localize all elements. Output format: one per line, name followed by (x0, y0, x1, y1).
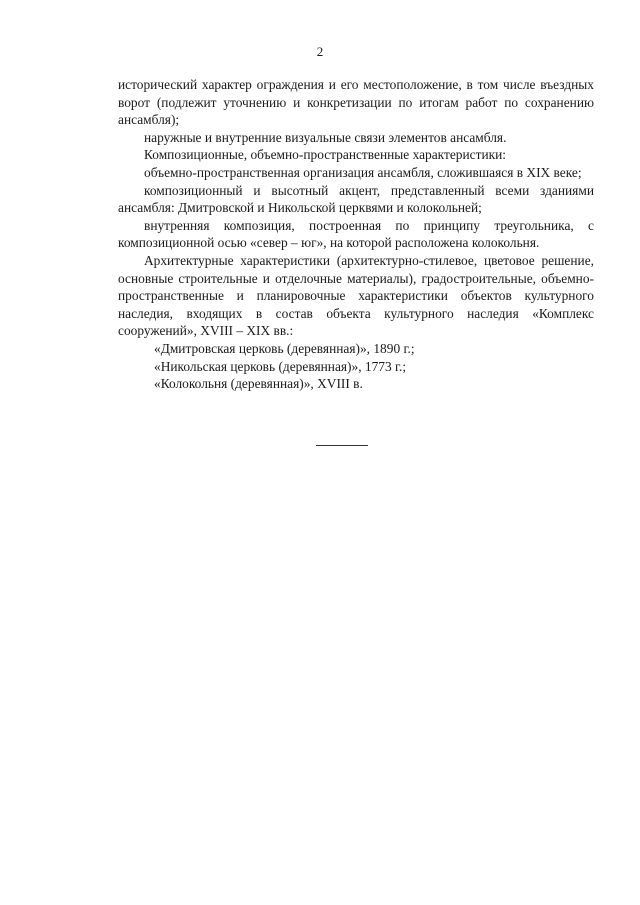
paragraph-composition-heading: Композиционные, объемно-пространственные характеристики: (144, 147, 507, 163)
page-number: 2 (316, 44, 324, 59)
list-item-dmitrovskaya-church: «Дмитровская церковь (деревянная)», 1890 г.; (154, 340, 415, 356)
list-item-bell-tower: «Колокольня (деревянная)», XVIII в. (154, 376, 363, 392)
paragraph-height-accent: композиционный и высотный акцент, представленный всеми зданиями ансамбля: Дмитровской и Никольской церквями и колокольней; (118, 182, 594, 216)
paragraph-fence-character: исторический характер ограждения и его местоположение, в том числе въездных ворот (подлежит уточнению и конкретизации по итогам работ по сохранению ансамбля); (118, 77, 594, 128)
document-body (118, 76, 594, 393)
paragraph-internal-composition: внутренняя композиция, построенная по принципу треугольника, с композиционной осью «север – юг», на которой расположена колокольня. (118, 217, 594, 251)
end-divider-line (316, 445, 368, 446)
paragraph-visual-links: наружные и внутренние визуальные связи элементов ансамбля. (144, 129, 507, 145)
list-item-nikolskaya-church: «Никольская церковь (деревянная)», 1773 г.; (154, 358, 407, 374)
paragraph-spatial-organization: объемно-пространственная организация ансамбля, сложившаяся в XIX веке; (144, 164, 582, 180)
paragraph-architectural-characteristics: Архитектурные характеристики (архитектурно-стилевое, цветовое решение, основные строительные и отделочные материалы), градостроительные, объемно-пространственные и планировочные характеристики объектов культурного наследия, входящих в состав объекта культурного наследия «Комплекс сооружений», XVIII – XIX вв.: (118, 252, 594, 339)
